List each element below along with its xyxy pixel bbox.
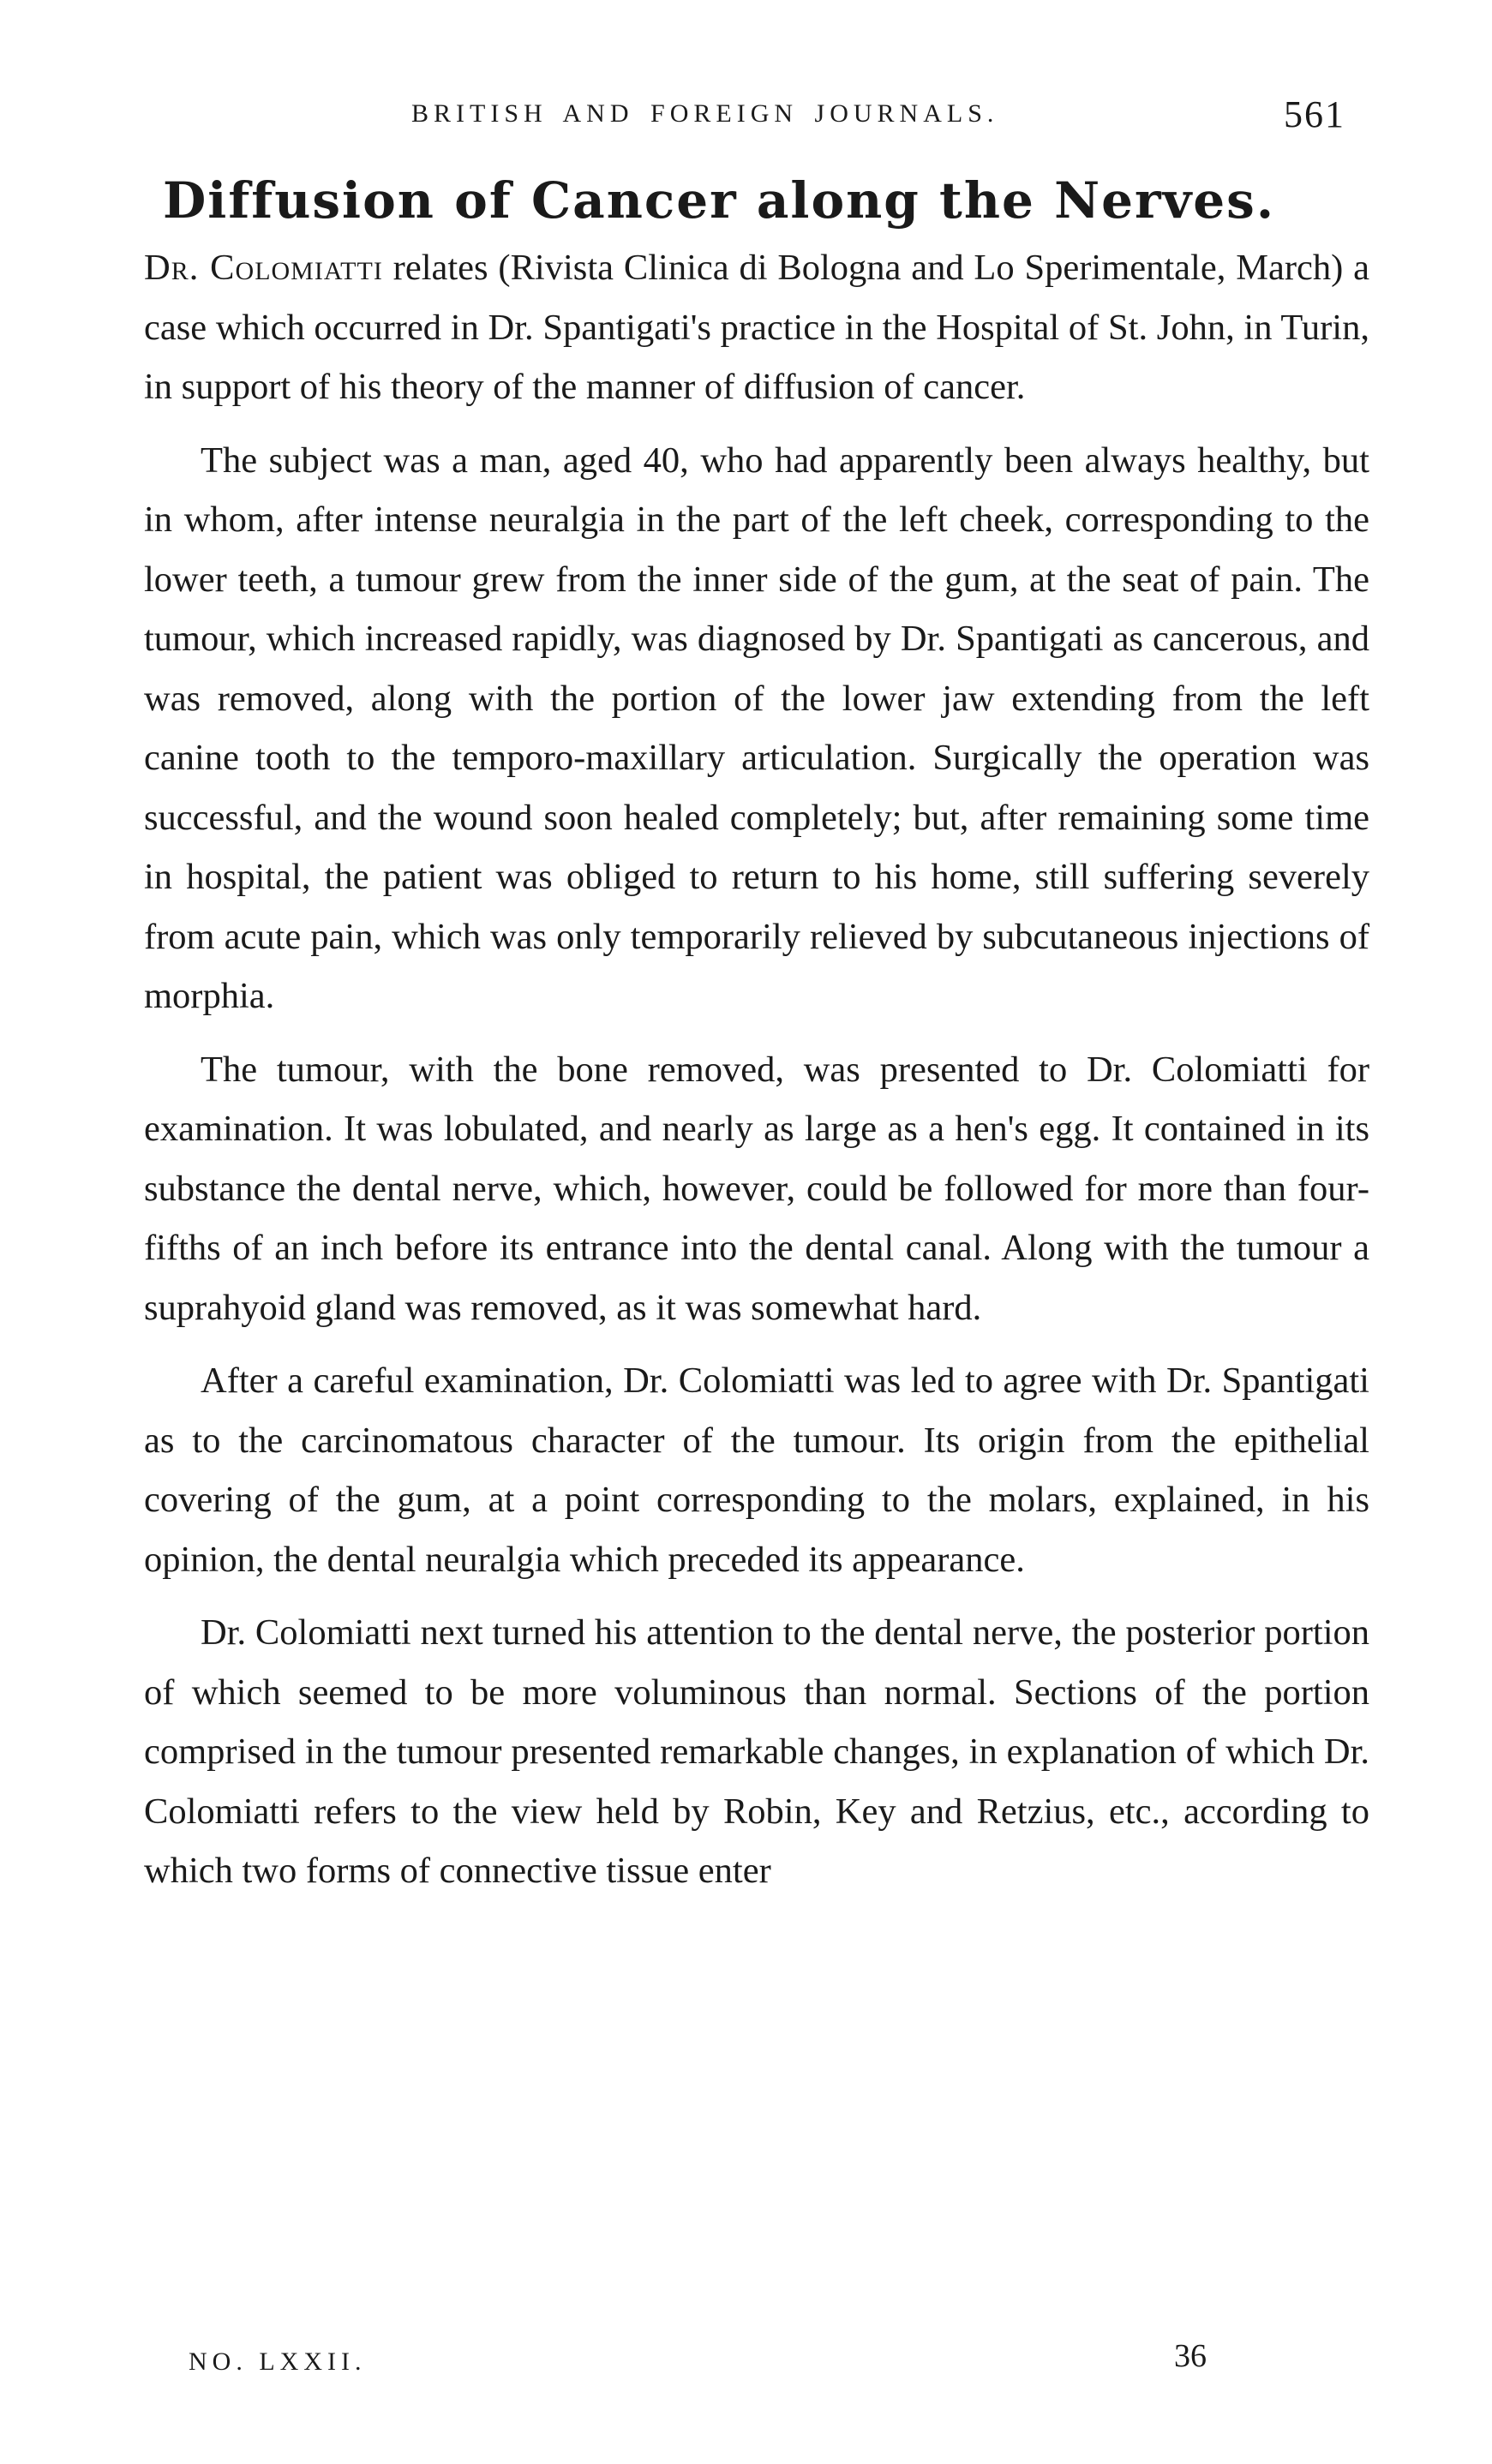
paragraph-4: After a careful examination, Dr. Colomiatti was led to agree with Dr. Spantigati as to the carcinomatous character of the tumour. Its origin from the epithelial covering of the gum, at a point corresponding to the molars, explained, in his opinion, the dental neuralgia which preceded its appearance. xyxy=(144,1361,1369,1580)
paragraph-1-text: relates (Rivista Clinica di Bologna and Lo Sperimentale, March) a case which occurred in Dr. Spantigati's practice in the Hospital of St. John, in Turin, in support of his theory of the manner of diffusion of cancer. xyxy=(144,248,1369,407)
page-number: 561 xyxy=(1284,93,1345,135)
running-title: BRITISH AND FOREIGN JOURNALS. xyxy=(411,99,999,128)
paragraph-5: Dr. Colomiatti next turned his attention to the dental nerve, the posterior portion of which seemed to be more voluminous than normal. Sections of the portion comprised in the tumour presented remarkable changes, in explanation of which Dr. Colomiatti refers to the view held by Robin, Key and Retzius, etc., according to which two forms of connective tissue enter xyxy=(144,1612,1369,1891)
signature-mark: NO. LXXII. xyxy=(189,2347,367,2376)
running-head xyxy=(137,93,1371,144)
paragraph-1 xyxy=(144,238,1369,417)
sheet-number: 36 xyxy=(1174,2338,1207,2374)
article-title: Diffusion of Cancer along the Nerves. xyxy=(163,171,1276,230)
author-name: Dr. Colomiatti xyxy=(144,248,383,288)
paragraph-3: The tumour, with the bone removed, was presented to Dr. Colomiatti for examination. It was lobulated, and nearly as large as a hen's egg. It contained in its substance the dental nerve, which, however, could be followed for more than four-fifths of an inch before its entrance into the dental canal. Along with the tumour a suprahyoid gland was removed, as it was somewhat hard. xyxy=(144,1049,1369,1328)
article-body xyxy=(144,238,1369,1915)
page-footer xyxy=(189,2338,1217,2399)
paragraph-2: The subject was a man, aged 40, who had apparently been always healthy, but in whom, after intense neuralgia in the part of the left cheek, corresponding to the lower teeth, a tumour grew from the inner side of the gum, at the seat of pain. The tumour, which increased rapidly, was diagnosed by Dr. Spantigati as cancerous, and was removed, along with the portion of the lower jaw extending from the left canine tooth to the temporo-maxillary articulation. Surgically the operation was successful, and the wound soon healed completely; but, after remaining some time in hospital, the patient was obliged to return to his home, still suffering severely from acute pain, which was only temporarily relieved by subcutaneous injections of morphia. xyxy=(144,440,1369,1016)
